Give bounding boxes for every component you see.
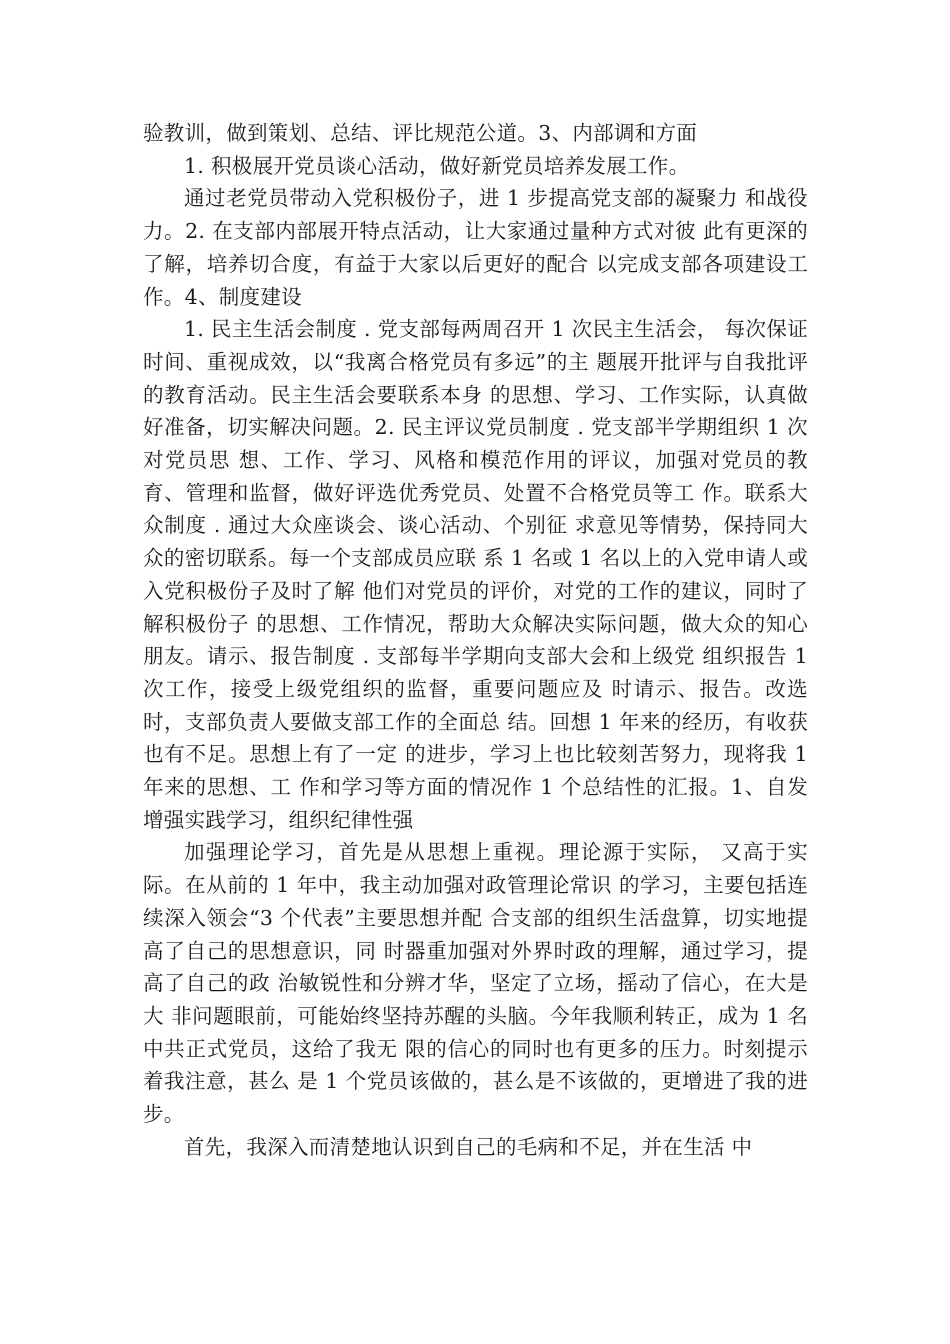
paragraph-2: 1. 积极展开党员谈心活动，做好新党员培养发展工作。 [184, 153, 690, 178]
paragraph-6: 首先，我深入而清楚地认识到自己的毛病和不足，并在生活 中 [184, 1134, 753, 1159]
paragraph-3: 通过老党员带动入党积极份子，进 1 步提高党支部的凝聚力 和战役力。2. 在支部内部展开特点活动，让大家通过量种方式对彼 此有更深的了解，培养切合度，有益于大家以后更好的配合 以完成支部各项建设工作。4、制度建设 [143, 186, 808, 309]
paragraph-1: 验教训，做到策划、总结、评比规范公道。3、内部调和方面 [143, 121, 698, 145]
document-body [143, 117, 815, 1164]
paragraph-5: 加强理论学习，首先是从思想上重视。理论源于实际， 又高于实际。在从前的 1 年中，我主动加强对政管理论常识 的学习，主要包括连续深入领会“3 个代表”主要思想并配 合支部的组织生活盘算，切实地提高了自己的思想意识，同 时器重加强对外界时政的理解，通过学习，提高了自己的政 治敏锐性和分辨才华，坚定了立场，摇动了信心，在大是大 非问题眼前，可能始终坚持苏醒的头脑。今年我顺利转正，成为 1 名中共正式党员，这给了我无 限的信心的同时也有更多的压力。时刻提示着我注意，甚么 是 1 个党员该做的，甚么是不该做的，更增进了我的进步。 [143, 840, 808, 1127]
paragraph-4: 1. 民主生活会制度 . 党支部每两周召开 1 次民主生活会， 每次保证时间、重视成效，以“我离合格党员有多远”的主 题展开批评与自我批评的教育活动。民主生活会要联系本身 的思想、学习、工作实际，认真做好准备，切实解决问题。2. 民主评议党员制度 . 党支部半学期组织 1 次对党员思 想、工作、学习、风格和模范作用的评议，加强对党员的教 育、管理和监督，做好评选优秀党员、处置不合格党员等工 作。联系大众制度 . 通过大众座谈会、谈心活动、个别征 求意见等情势，保持同大众的密切联系。每一个支部成员应联 系 1 名或 1 名以上的入党申请人或入党积极份子及时了解 他们对党员的评价，对党的工作的建议，同时了解积极份子 的思想、工作情况，帮助大众解决实际问题，做大众的知心 朋友。请示、报告制度 . 支部每半学期向支部大会和上级党 组织报告 1 次工作，接受上级党组织的监督，重要问题应及 时请示、报告。改选时，支部负责人要做支部工作的全面总 结。回想 1 年来的经历，有收获也有不足。思想上有了一定 的进步，学习上也比较刻苦努力，现将我 1 年来的思想、工 作和学习等方面的情况作 1 个总结性的汇报。1、自发增强实践学习，组织纪律性强 [143, 317, 815, 832]
